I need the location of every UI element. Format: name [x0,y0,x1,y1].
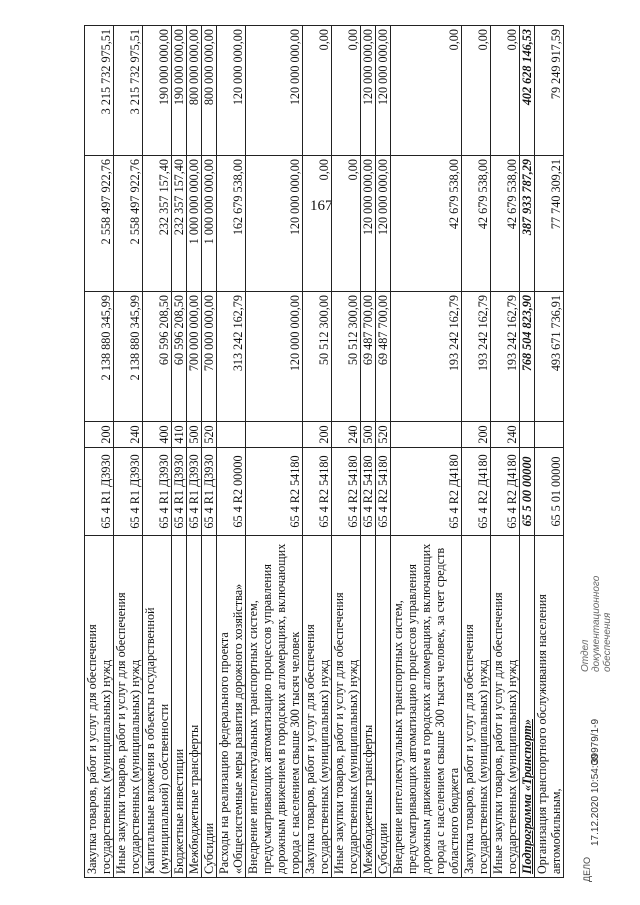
row-expense-type: 240 [114,422,143,448]
row-expense-type: 400 [143,422,172,448]
page-number: 167 [310,198,333,214]
row-name [172,536,187,878]
stamp-logo: ДЕЛО [582,856,592,882]
row-name [143,536,172,878]
row-name [114,536,143,878]
row-amount-3: 800 000 000,00 [202,26,217,156]
row-name-text: Межбюджетные трансферты [361,724,375,874]
row-amount-2: 120 000 000,00 [361,156,376,292]
row-code: 65 4 R2 54180 [361,448,376,536]
row-expense-type [520,422,535,448]
row-amount-2: 0,00 [303,156,332,292]
row-expense-type [535,422,564,448]
row-code: 65 5 00 00000 [520,448,535,536]
row-name [462,536,491,878]
row-name [491,536,520,878]
row-amount-2: 42 679 538,00 [391,156,462,292]
row-amount-3: 120 000 000,00 [217,26,246,156]
row-name-text: Расходы на реализацию федерального проекта «Общесистемные меры развития дорожного хозяйства» [217,583,245,874]
table-row [361,26,376,878]
row-name-text: Субсидии [376,822,390,874]
footer-timestamp: 17.12.2020 10:54:00 [590,754,601,846]
row-expense-type: 520 [202,422,217,448]
table-row [332,26,361,878]
row-amount-2: 232 357 157,40 [172,156,187,292]
row-amount-3: 0,00 [332,26,361,156]
row-amount-1: 313 242 162,79 [217,292,246,422]
row-amount-3: 190 000 000,00 [143,26,172,156]
row-amount-3: 120 000 000,00 [376,26,391,156]
row-amount-1: 69 487 700,00 [361,292,376,422]
row-amount-3: 3 215 732 975,51 [85,26,114,156]
row-code: 65 4 R1 Д3930 [114,448,143,536]
budget-table-rotated [84,26,584,878]
row-code: 65 4 R2 54180 [376,448,391,536]
footer-department-stamp: Отдел документационного обеспечения [580,575,613,672]
row-code: 65 4 R2 00000 [217,448,246,536]
row-amount-1: 193 242 162,79 [491,292,520,422]
table-row [462,26,491,878]
row-name [217,536,246,878]
row-code: 65 4 R1 Д3930 [187,448,202,536]
row-amount-1: 193 242 162,79 [462,292,491,422]
page-footer [580,562,626,882]
row-code: 65 4 R1 Д3930 [172,448,187,536]
row-code: 65 4 R2 54180 [246,448,303,536]
table-row [85,26,114,878]
row-expense-type: 500 [361,422,376,448]
budget-table [84,25,564,878]
row-amount-2: 232 357 157,40 [143,156,172,292]
row-amount-1: 768 504 823,90 [520,292,535,422]
row-amount-2: 42 679 538,00 [491,156,520,292]
row-amount-2: 120 000 000,00 [246,156,303,292]
row-code: 65 4 R1 Д3930 [85,448,114,536]
row-name-text: Организация транспортного обслуживания населения автомобильным, [535,594,563,874]
table-row [535,26,564,878]
table-row [520,26,535,878]
row-expense-type [391,422,462,448]
row-amount-3: 190 000 000,00 [172,26,187,156]
table-row [114,26,143,878]
row-amount-3: 3 215 732 975,51 [114,26,143,156]
row-amount-1: 493 671 736,91 [535,292,564,422]
row-name-text: Иные закупки товаров, работ и услуг для обеспечения государственных (муниципальных) нужд [332,592,360,874]
row-amount-1: 700 000 000,00 [202,292,217,422]
row-amount-1: 700 000 000,00 [187,292,202,422]
table-row [376,26,391,878]
row-name [187,536,202,878]
row-expense-type: 200 [303,422,332,448]
row-amount-2: 1 000 000 000,00 [187,156,202,292]
row-name-text: Субсидии [202,822,216,874]
row-name-text: Иные закупки товаров, работ и услуг для обеспечения государственных (муниципальных) нужд [114,592,142,874]
row-name-text: Закупка товаров, работ и услуг для обеспечения государственных (муниципальных) нужд [462,624,490,874]
row-amount-1: 2 138 880 345,99 [114,292,143,422]
row-name [202,536,217,878]
row-amount-1: 50 512 300,00 [303,292,332,422]
row-name-text: Иные закупки товаров, работ и услуг для обеспечения государственных (муниципальных) нужд [491,592,519,874]
table-row [391,26,462,878]
table-row [172,26,187,878]
row-name [520,536,535,878]
row-amount-1: 50 512 300,00 [332,292,361,422]
row-expense-type: 200 [85,422,114,448]
row-code: 65 4 R2 Д4180 [491,448,520,536]
row-amount-3: 0,00 [303,26,332,156]
row-expense-type: 240 [491,422,520,448]
row-amount-3: 120 000 000,00 [246,26,303,156]
row-name [376,536,391,878]
row-name-text: Внедрение интеллектуальных транспортных систем, предусматривающих автоматизацию процессов управления дорожным движением в городских агломерациях, включающих города с населением свыше 300 тысяч человек, за счет средств областного бюджета [391,543,461,874]
row-name [332,536,361,878]
row-code: 65 4 R2 54180 [303,448,332,536]
row-code: 65 4 R1 Д3930 [143,448,172,536]
table-row [217,26,246,878]
row-amount-2: 120 000 000,00 [376,156,391,292]
row-name [303,536,332,878]
footer-doc-number: 39979/1-9 [590,718,601,764]
row-amount-2: 2 558 497 922,76 [85,156,114,292]
row-code: 65 5 01 00000 [535,448,564,536]
row-amount-3: 0,00 [462,26,491,156]
row-amount-2: 0,00 [332,156,361,292]
row-expense-type [246,422,303,448]
row-amount-3: 0,00 [391,26,462,156]
table-row [202,26,217,878]
row-amount-1: 2 138 880 345,99 [85,292,114,422]
row-amount-3: 120 000 000,00 [361,26,376,156]
row-code: 65 4 R2 54180 [332,448,361,536]
table-row [187,26,202,878]
row-amount-1: 69 487 700,00 [376,292,391,422]
table-row [246,26,303,878]
row-name [391,536,462,878]
row-amount-2: 77 740 309,21 [535,156,564,292]
row-amount-1: 193 242 162,79 [391,292,462,422]
row-expense-type: 500 [187,422,202,448]
row-amount-2: 162 679 538,00 [217,156,246,292]
row-name [246,536,303,878]
row-name [85,536,114,878]
row-name-text: Закупка товаров, работ и услуг для обеспечения государственных (муниципальных) нужд [303,624,331,874]
row-code: 65 4 R2 Д4180 [391,448,462,536]
row-amount-1: 120 000 000,00 [246,292,303,422]
row-code: 65 4 R2 Д4180 [462,448,491,536]
row-amount-2: 42 679 538,00 [462,156,491,292]
row-amount-1: 60 596 208,50 [172,292,187,422]
row-amount-3: 800 000 000,00 [187,26,202,156]
row-expense-type [217,422,246,448]
row-name-text: Межбюджетные трансферты [187,724,201,874]
table-row [303,26,332,878]
row-amount-3: 402 628 146,53 [520,26,535,156]
row-amount-3: 79 249 917,59 [535,26,564,156]
row-expense-type: 240 [332,422,361,448]
row-amount-2: 387 933 787,29 [520,156,535,292]
table-row [491,26,520,878]
row-amount-1: 60 596 208,50 [143,292,172,422]
row-name [361,536,376,878]
row-expense-type: 200 [462,422,491,448]
row-name-text: Внедрение интеллектуальных транспортных систем, предусматривающих автоматизацию процессов управления дорожным движением в городских агломерациях, включающих города с населением свыше 300 тысяч человек [246,543,302,874]
row-name [535,536,564,878]
row-name-text: Бюджетные инвестиции [172,748,186,874]
table-row [143,26,172,878]
row-name-text: Закупка товаров, работ и услуг для обеспечения государственных (муниципальных) нужд [85,624,113,874]
row-code: 65 4 R1 Д3930 [202,448,217,536]
row-amount-2: 2 558 497 922,76 [114,156,143,292]
row-name-text: Капитальные вложения в объекты государственной (муниципальной) собственности [143,607,171,874]
row-expense-type: 520 [376,422,391,448]
row-amount-3: 0,00 [491,26,520,156]
row-amount-2: 1 000 000 000,00 [202,156,217,292]
budget-table-body [85,26,564,878]
row-expense-type: 410 [172,422,187,448]
row-name-text: Подпрограмма «Транспорт» [520,719,534,874]
